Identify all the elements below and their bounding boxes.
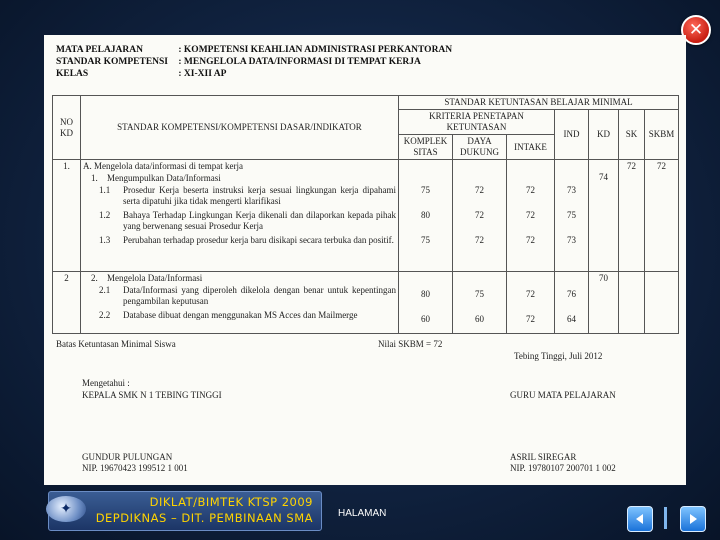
col-standard-header: STANDAR KOMPETENSI/KOMPETENSI DASAR/INDIKATOR [81,96,399,160]
ind-value: 73 [567,235,576,245]
indicator-text: Prosedur Kerja beserta instruksi kerja sesuai lingkungan kerja dipahami serta dipatuhi jika tidak mengerti klarifikasi [123,185,396,206]
intake-value: 72 [526,185,535,195]
kd-value: 70 [589,272,619,334]
arrow-left-icon [633,512,647,526]
section-content [81,272,399,334]
ind-value: 76 [567,289,576,299]
ind-value: 64 [567,314,576,324]
sub-title: Mengelola Data/Informasi [107,273,203,283]
kompleksitas-value: 80 [421,289,430,299]
header-subject-label: MATA PELAJARAN [56,45,143,55]
header-class-value: : XI-XII AP [178,69,227,79]
sub-title: Mengumpulkan Data/Informasi [107,173,221,183]
daya-dukung-value: 72 [475,210,484,220]
halaman-label: HALAMAN [338,508,387,519]
kompleksitas-value: 80 [421,210,430,220]
ministry-logo-icon: ✦ [46,496,86,522]
indicator-no: 1.3 [99,235,111,245]
col-criteria-header: KRITERIA PENETAPAN KETUNTASAN [399,110,555,135]
competency-table [52,95,679,334]
intake-value: 72 [526,210,535,220]
col-sk-header: SK [619,110,645,160]
section-title: A. Mengelola data/informasi di tempat kerja [83,161,243,171]
kompleksitas-value: 60 [421,314,430,324]
prev-button[interactable] [627,506,653,532]
daya-dukung-value: 75 [475,289,484,299]
indicator-no: 2.2 [99,310,111,320]
section-no: 1. [53,160,81,272]
section-no: 2 [53,272,81,334]
intake-value: 72 [526,314,535,324]
document-image [44,35,686,485]
table-row [53,160,679,272]
next-button[interactable] [680,506,706,532]
kepala-title: KEPALA SMK N 1 TEBING TINGGI [82,390,222,400]
daya-dukung-value: 72 [475,185,484,195]
sub-no: 2. [91,273,98,283]
sk-value [619,272,645,334]
kepala-nip: NIP. 19670423 199512 1 001 [82,463,188,473]
kompleksitas-value: 75 [421,235,430,245]
skbm-value: 72 [645,160,679,272]
banner-line-1: DIKLAT/BIMTEK KTSP 2009 [149,495,313,509]
indicator-text: Database dibuat dengan menggunakan MS Acces dan Mailmerge [123,310,358,320]
skbm-value [645,272,679,334]
daya-dukung-value: 60 [475,314,484,324]
sub-no: 1. [91,173,98,183]
indicator-text: Data/Informasi yang diperoleh dikelola dengan benar untuk kepentingan pengambilan keputusan [123,285,396,306]
intake-value: 72 [526,235,535,245]
indicator-no: 2.1 [99,285,111,295]
kd-value: 74 [589,160,619,272]
nav-separator [664,507,667,529]
col-no-header: NO KD [53,96,81,160]
header-standard-row [56,57,421,67]
indicator-no: 1.2 [99,210,111,220]
guru-title: GURU MATA PELAJARAN [510,390,616,400]
header-class-label: KELAS [56,69,89,79]
batas-label: Batas Ketuntasan Minimal Siswa [56,339,176,349]
kepala-name: GUNDUR PULUNGAN [82,452,173,462]
indicator-no: 1.1 [99,185,111,195]
indicator-text: Bahaya Terhadap Lingkungan Kerja dikenali dan dilaporkan kepada pihak yang berwenang sesuai Prosedur Kerja [123,210,396,231]
header-subject-row [56,45,452,55]
table-row [53,272,679,334]
guru-nip: NIP. 19780107 200701 1 002 [510,463,616,473]
ind-value: 73 [567,185,576,195]
section-content [81,160,399,272]
header-subject-value: : KOMPETENSI KEAHLIAN ADMINISTRASI PERKANTORAN [178,45,453,55]
col-ind-header: IND [555,110,589,160]
col-kd-header: KD [589,110,619,160]
col-kompleksitas-header: KOMPLEK SITAS [399,135,453,160]
mengetahui-label: Mengetahui : [82,378,130,388]
indicator-text: Perubahan terhadap prosedur kerja baru disikapi secara terbuka dan positif. [123,235,394,245]
close-icon: ✕ [688,19,704,40]
nilai-skbm: Nilai SKBM = 72 [378,339,443,349]
col-skbm-group-header: STANDAR KETUNTASAN BELAJAR MINIMAL [399,96,679,110]
intake-value: 72 [526,289,535,299]
col-intake-header: INTAKE [507,135,555,160]
header-standard-value: : MENGELOLA DATA/INFORMASI DI TEMPAT KERJA [178,57,421,67]
daya-dukung-value: 72 [475,235,484,245]
col-skbm-header: SKBM [645,110,679,160]
header-standard-label: STANDAR KOMPETENSI [56,57,168,67]
header-class-row [56,69,226,79]
guru-name: ASRIL SIREGAR [510,452,577,462]
sk-value: 72 [619,160,645,272]
ind-value: 75 [567,210,576,220]
place-date: Tebing Tinggi, Juli 2012 [514,351,603,361]
arrow-right-icon [686,512,700,526]
col-daya-dukung-header: DAYA DUKUNG [453,135,507,160]
kompleksitas-value: 75 [421,185,430,195]
banner-line-2: DEPDIKNAS – DIT. PEMBINAAN SMA [95,511,313,525]
